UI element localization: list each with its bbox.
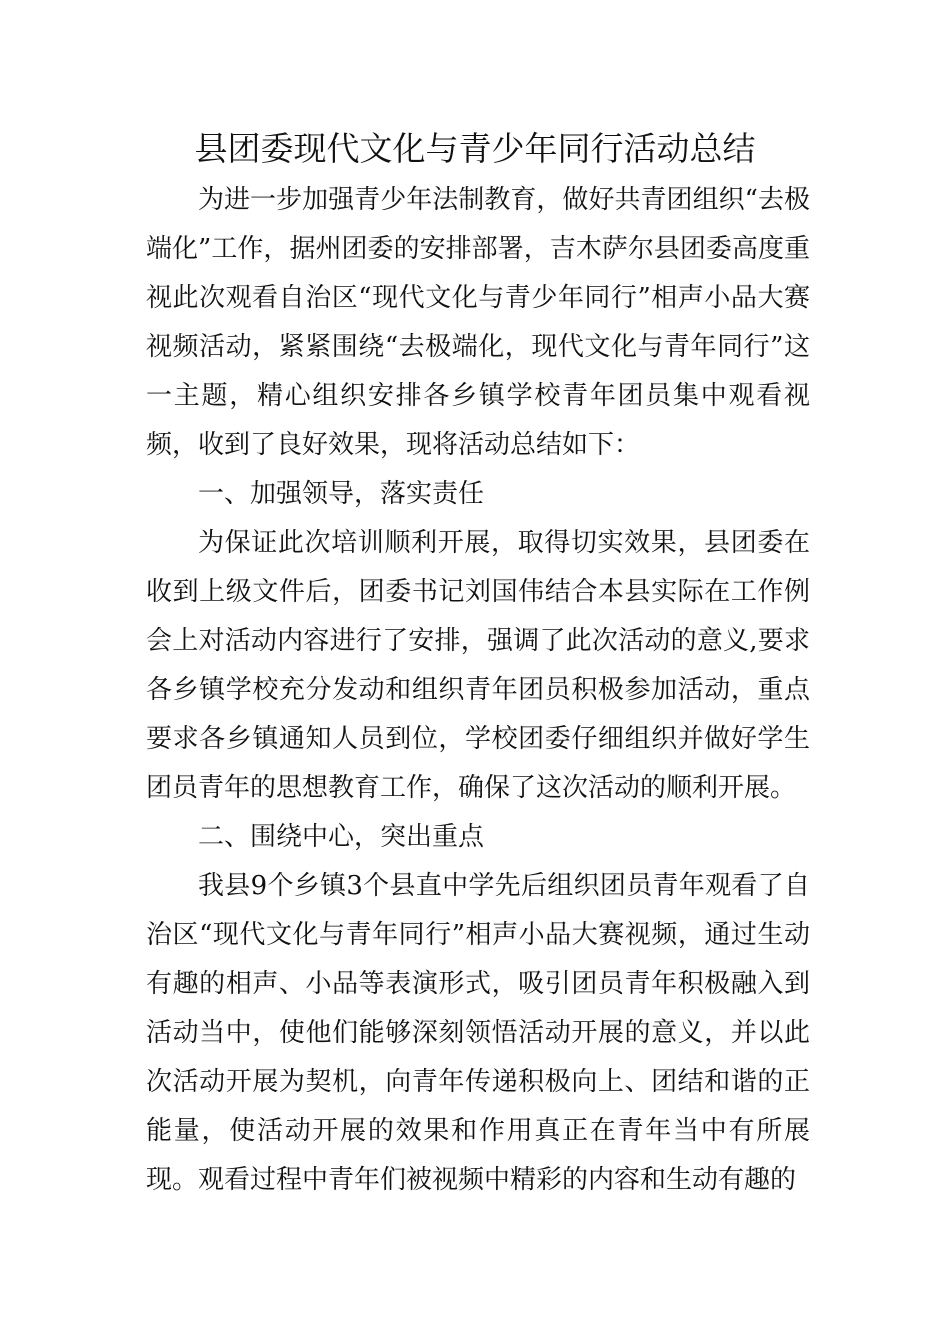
section-heading-2: 二、围绕中心，突出重点 bbox=[198, 822, 485, 852]
section-2-paragraph: 我县9个乡镇3个县直中学先后组织团员青年观看了自治区“现代文化与青年同行”相声小品大赛视频，通过生动有趣的相声、小品等表演形式，吸引团员青年积极融入到活动当中，使他们能够深刻领悟活动开展的意义，并以此次活动开展为契机，向青年传递积极向上、团结和谐的正能量，使活动开展的效果和作用真正在青年当中有所展现。观看过程中青年们被视频中精彩的内容和生动有趣的 bbox=[146, 871, 810, 1195]
intro-paragraph: 为进一步加强青少年法制教育，做好共青团组织“去极端化”工作，据州团委的安排部署，吉木萨尔县团委高度重视此次观看自治区“现代文化与青少年同行”相声小品大赛视频活动，紧紧围绕“去极端化，现代文化与青年同行”这一主题，精心组织安排各乡镇学校青年团员集中观看视频，收到了良好效果，现将活动总结如下： bbox=[146, 185, 810, 460]
document-body bbox=[146, 176, 810, 1205]
section-1-paragraph: 为保证此次培训顺利开展，取得切实效果，县团委在收到上级文件后，团委书记刘国伟结合本县实际在工作例会上对活动内容进行了安排，强调了此次活动的意义,要求各乡镇学校充分发动和组织青年团员积极参加活动，重点要求各乡镇通知人员到位，学校团委仔细组织并做好学生团员青年的思想教育工作，确保了这次活动的顺利开展。 bbox=[146, 528, 810, 803]
section-heading-1: 一、加强领导，落实责任 bbox=[198, 479, 485, 509]
document-title: 县团委现代文化与青少年同行活动总结 bbox=[194, 129, 756, 168]
